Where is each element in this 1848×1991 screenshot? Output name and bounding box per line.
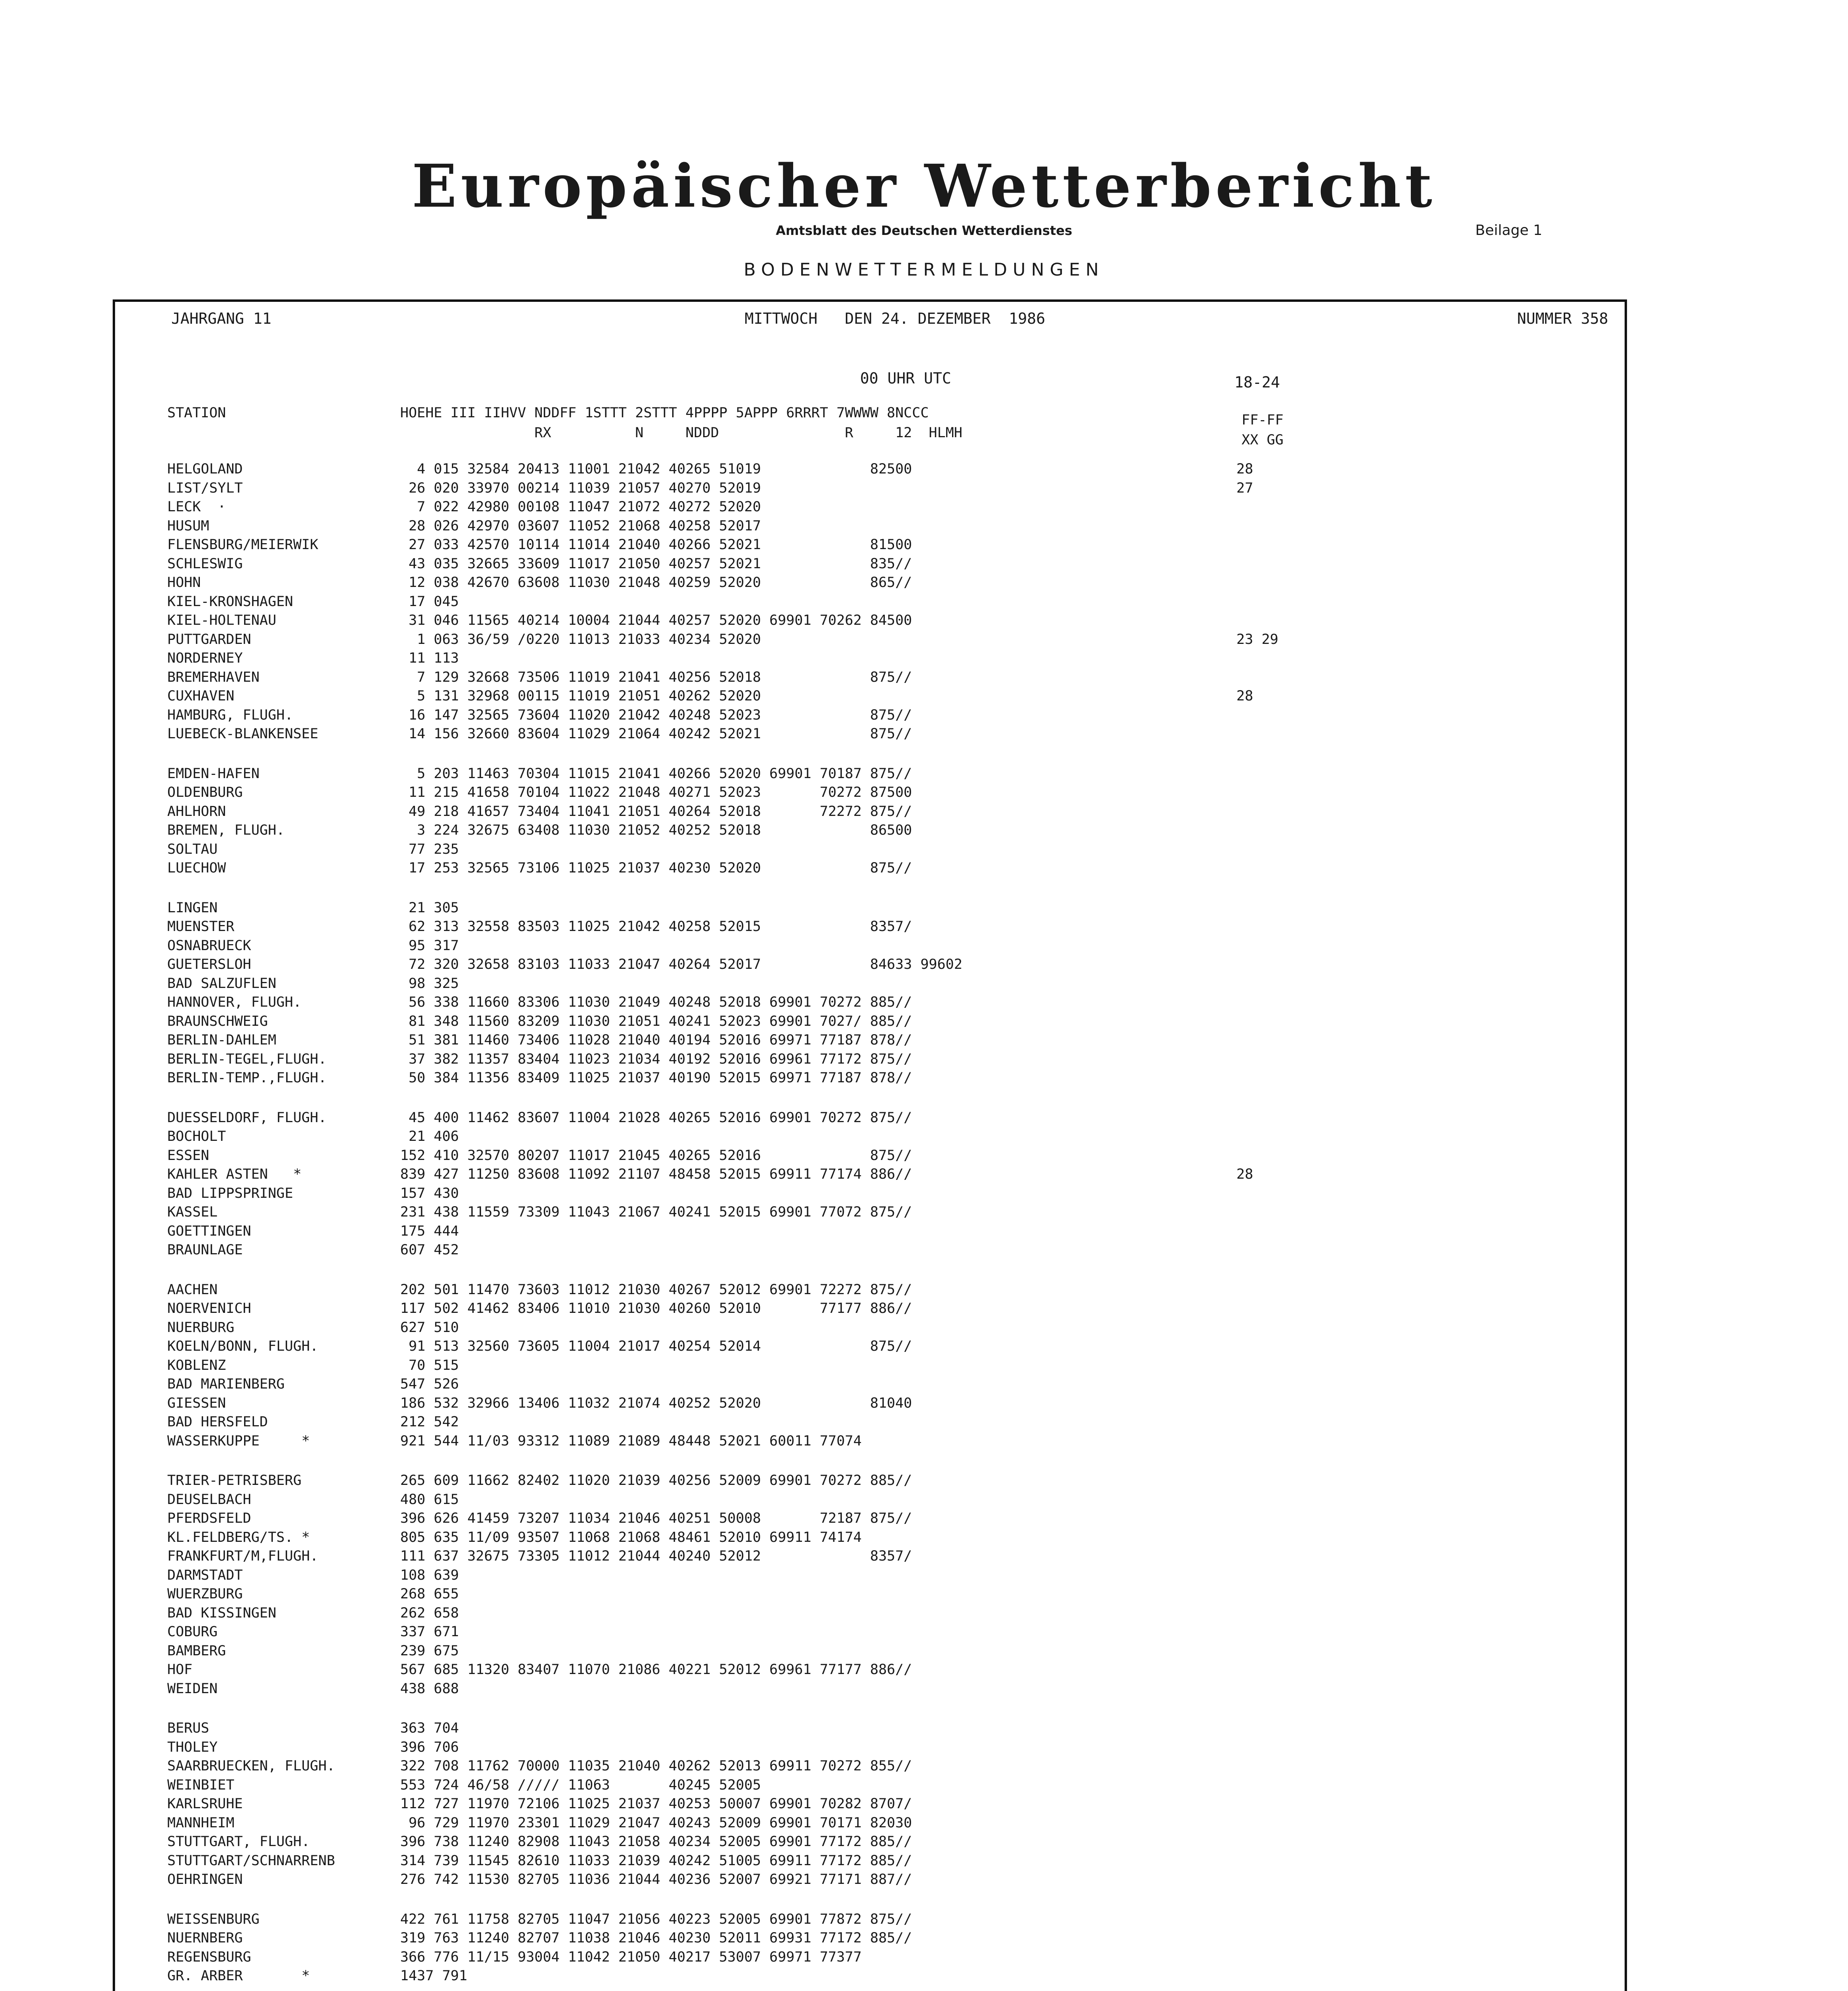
station-report: 96 729 11970 23301 11029 21047 40243 52009 69901 70171 82030 bbox=[400, 1815, 912, 1831]
station-report: 553 724 46/58 ///// 11063 40245 52005 bbox=[400, 1777, 761, 1793]
wind-header-line-2: XX GG bbox=[1242, 432, 1284, 448]
station-name: SOLTAU bbox=[167, 841, 218, 857]
page-title: Europäischer Wetterbericht bbox=[412, 151, 1436, 221]
station-name: HANNOVER, FLUGH. bbox=[167, 994, 302, 1010]
group-spacer bbox=[167, 1986, 1461, 1991]
station-report: 45 400 11462 83607 11004 21028 40265 52016 69901 70272 875// bbox=[400, 1109, 912, 1126]
station-name: BAD KISSINGEN bbox=[167, 1605, 276, 1621]
station-name: FLENSBURG/MEIERWIK bbox=[167, 537, 319, 553]
station-row bbox=[167, 687, 1461, 706]
station-name: EMDEN-HAFEN bbox=[167, 765, 260, 782]
station-report: 108 639 bbox=[400, 1567, 459, 1583]
station-row bbox=[167, 1528, 1461, 1547]
station-name: ESSEN bbox=[167, 1147, 209, 1164]
station-name: HOF bbox=[167, 1662, 193, 1678]
station-row bbox=[167, 517, 1461, 536]
station-row bbox=[167, 1910, 1461, 1929]
group-spacer bbox=[167, 1698, 1461, 1719]
station-report: 319 763 11240 82707 11038 21046 40230 52011 69931 77172 885// bbox=[400, 1930, 912, 1946]
station-report: 212 542 bbox=[400, 1414, 459, 1430]
station-name: HUSUM bbox=[167, 518, 209, 534]
station-name: LIST/SYLT bbox=[167, 480, 243, 496]
station-name: LUEBECK-BLANKENSEE bbox=[167, 726, 319, 742]
station-report: 363 704 bbox=[400, 1720, 459, 1736]
station-report: 314 739 11545 82610 11033 21039 40242 51005 69911 77172 885// bbox=[400, 1852, 912, 1869]
station-report: 14 156 32660 83604 11029 21064 40242 52021 875// bbox=[400, 726, 912, 742]
station-row bbox=[167, 536, 1461, 555]
station-row bbox=[167, 1757, 1461, 1776]
group-spacer bbox=[167, 878, 1461, 899]
station-report: 98 325 bbox=[400, 975, 459, 992]
station-report: 4 015 32584 20413 11001 21042 40265 51019 82500 bbox=[400, 461, 912, 477]
station-report: 77 235 bbox=[400, 841, 459, 857]
station-row bbox=[167, 668, 1461, 687]
station-row bbox=[167, 1375, 1461, 1394]
station-name: KIEL-KRONSHAGEN bbox=[167, 593, 293, 610]
station-report: 16 147 32565 73604 11020 21042 40248 52023 875// bbox=[400, 707, 912, 723]
station-report: 547 526 bbox=[400, 1376, 459, 1392]
group-spacer bbox=[167, 1088, 1461, 1109]
station-row bbox=[167, 1337, 1461, 1356]
column-header-line-2: RX N NDDD R 12 HLMH bbox=[400, 425, 962, 441]
station-name: HAMBURG, FLUGH. bbox=[167, 707, 293, 723]
section-title: BODENWETTERMELDUNGEN bbox=[743, 260, 1105, 280]
station-report: 921 544 11/03 93312 11089 21089 48448 52021 60011 77074 bbox=[400, 1433, 862, 1449]
station-name: MANNHEIM bbox=[167, 1815, 235, 1831]
station-name: NUERNBERG bbox=[167, 1930, 243, 1946]
station-name: WASSERKUPPE * bbox=[167, 1433, 310, 1449]
station-name: KASSEL bbox=[167, 1204, 218, 1220]
station-name: WUERZBURG bbox=[167, 1586, 243, 1602]
station-name: KL.FELDBERG/TS. * bbox=[167, 1529, 310, 1545]
station-name: KARLSRUHE bbox=[167, 1796, 243, 1812]
observation-time: 00 UHR UTC bbox=[860, 370, 951, 387]
station-row bbox=[167, 1471, 1461, 1490]
station-report: 322 708 11762 70000 11035 21040 40262 52013 69911 70272 855// bbox=[400, 1758, 912, 1774]
station-row bbox=[167, 1222, 1461, 1241]
station-report: 231 438 11559 73309 11043 21067 40241 52015 69901 77072 875// bbox=[400, 1204, 912, 1220]
station-name: BERLIN-TEMP.,FLUGH. bbox=[167, 1070, 327, 1086]
station-report: 7 022 42980 00108 11047 21072 40272 52020 bbox=[400, 499, 761, 515]
station-row bbox=[167, 1184, 1461, 1203]
station-row bbox=[167, 1012, 1461, 1031]
station-row bbox=[167, 955, 1461, 974]
station-row bbox=[167, 802, 1461, 821]
station-report: 12 038 42670 63608 11030 21048 40259 52020 865// bbox=[400, 575, 912, 591]
group-spacer bbox=[167, 1451, 1461, 1471]
station-row bbox=[167, 555, 1461, 574]
station-name: KOELN/BONN, FLUGH. bbox=[167, 1338, 319, 1354]
station-row bbox=[167, 1623, 1461, 1642]
station-row bbox=[167, 630, 1461, 649]
station-name: NOERVENICH bbox=[167, 1301, 251, 1316]
station-report: 26 020 33970 00214 11039 21057 40270 52019 bbox=[400, 480, 761, 496]
station-row bbox=[167, 1719, 1461, 1738]
station-name: GIESSEN bbox=[167, 1395, 226, 1411]
station-report: 396 626 41459 73207 11034 21046 40251 50008 72187 875// bbox=[400, 1510, 912, 1526]
station-name: BREMERHAVEN bbox=[167, 669, 260, 685]
station-report: 839 427 11250 83608 11092 21107 48458 52015 69911 77174 886// bbox=[400, 1166, 912, 1182]
station-row bbox=[167, 1318, 1461, 1338]
wind-extra: 27 bbox=[1236, 480, 1254, 496]
station-header: STATION bbox=[167, 405, 226, 421]
column-header-line-1: HOEHE III IIHVV NDDFF 1STTT 2STTT 4PPPP 5APPP 6RRRT 7WWWW 8NCCC bbox=[400, 405, 929, 421]
station-row bbox=[167, 1127, 1461, 1146]
group-spacer bbox=[167, 1889, 1461, 1910]
station-name: OLDENBURG bbox=[167, 784, 243, 800]
station-row bbox=[167, 1967, 1461, 1986]
station-name: OSNABRUECK bbox=[167, 937, 251, 954]
station-row bbox=[167, 1566, 1461, 1585]
station-report: 11 215 41658 70104 11022 21048 40271 52023 70272 87500 bbox=[400, 784, 912, 800]
station-report: 265 609 11662 82402 11020 21039 40256 52009 69901 70272 885// bbox=[400, 1473, 912, 1488]
station-name: PFERDSFELD bbox=[167, 1510, 251, 1526]
station-name: NORDERNEY bbox=[167, 650, 243, 666]
station-name: OEHRINGEN bbox=[167, 1872, 243, 1887]
issue-number: NUMMER 358 bbox=[1517, 310, 1608, 327]
station-report: 91 513 32560 73605 11004 21017 40254 52014 875// bbox=[400, 1338, 912, 1354]
station-report: 1437 791 bbox=[400, 1968, 467, 1984]
wind-extra: 28 bbox=[1236, 1166, 1254, 1182]
station-row bbox=[167, 725, 1461, 744]
station-report: 5 131 32968 00115 11019 21051 40262 52020 bbox=[400, 688, 761, 704]
group-spacer bbox=[167, 744, 1461, 765]
station-row bbox=[167, 1833, 1461, 1852]
station-report: 268 655 bbox=[400, 1586, 459, 1602]
station-name: AACHEN bbox=[167, 1281, 218, 1298]
station-row bbox=[167, 498, 1461, 517]
station-name: KIEL-HOLTENAU bbox=[167, 612, 276, 628]
station-row bbox=[167, 1585, 1461, 1604]
station-report: 50 384 11356 83409 11025 21037 40190 52015 69971 77187 878// bbox=[400, 1070, 912, 1086]
station-name: BERLIN-DAHLEM bbox=[167, 1032, 276, 1048]
station-name: BAD SALZUFLEN bbox=[167, 975, 276, 992]
station-row bbox=[167, 859, 1461, 878]
station-row bbox=[167, 974, 1461, 994]
station-name: DEUSELBACH bbox=[167, 1491, 251, 1508]
station-name: LUECHOW bbox=[167, 860, 226, 876]
station-row bbox=[167, 1281, 1461, 1300]
station-row bbox=[167, 1031, 1461, 1050]
station-name: GR. ARBER * bbox=[167, 1968, 310, 1984]
station-row bbox=[167, 937, 1461, 956]
station-report: 186 532 32966 13406 11032 21074 40252 52020 81040 bbox=[400, 1395, 912, 1411]
station-report: 239 675 bbox=[400, 1643, 459, 1659]
station-report: 37 382 11357 83404 11023 21034 40192 52016 69961 77172 875// bbox=[400, 1051, 912, 1067]
station-report: 480 615 bbox=[400, 1491, 459, 1508]
station-row bbox=[167, 1814, 1461, 1833]
station-table bbox=[167, 460, 1461, 1991]
station-name: HELGOLAND bbox=[167, 461, 243, 477]
station-report: 627 510 bbox=[400, 1319, 459, 1336]
station-row bbox=[167, 706, 1461, 725]
station-row bbox=[167, 1069, 1461, 1088]
station-name: TRIER-PETRISBERG bbox=[167, 1473, 302, 1488]
station-report: 396 738 11240 82908 11043 21058 40234 52005 69901 77172 885// bbox=[400, 1834, 912, 1850]
station-name: GOETTINGEN bbox=[167, 1223, 251, 1239]
station-name: KOBLENZ bbox=[167, 1357, 226, 1373]
station-name: HOHN bbox=[167, 575, 201, 591]
station-row bbox=[167, 573, 1461, 593]
station-row bbox=[167, 1948, 1461, 1967]
station-report: 51 381 11460 73406 11028 21040 40194 52016 69971 77187 878// bbox=[400, 1032, 912, 1048]
station-row bbox=[167, 783, 1461, 802]
station-report: 3 224 32675 63408 11030 21052 40252 52018 86500 bbox=[400, 822, 912, 838]
station-name: DARMSTADT bbox=[167, 1567, 243, 1583]
station-row bbox=[167, 840, 1461, 859]
station-report: 1 063 36/59 /0220 11013 21033 40234 52020 bbox=[400, 631, 761, 647]
station-report: 202 501 11470 73603 11012 21030 40267 52012 69901 72272 875// bbox=[400, 1281, 912, 1298]
station-row bbox=[167, 1165, 1461, 1184]
station-report: 276 742 11530 82705 11036 21044 40236 52007 69921 77171 887// bbox=[400, 1872, 912, 1887]
station-report: 422 761 11758 82705 11047 21056 40223 52005 69901 77872 875// bbox=[400, 1911, 912, 1927]
station-name: BERUS bbox=[167, 1720, 209, 1736]
station-report: 157 430 bbox=[400, 1185, 459, 1201]
station-row bbox=[167, 611, 1461, 630]
station-report: 17 045 bbox=[400, 593, 459, 610]
station-row bbox=[167, 1642, 1461, 1661]
station-name: PUTTGARDEN bbox=[167, 631, 251, 647]
station-row bbox=[167, 1660, 1461, 1680]
station-row bbox=[167, 1509, 1461, 1528]
station-name: REGENSBURG bbox=[167, 1949, 251, 1965]
station-row bbox=[167, 1852, 1461, 1871]
station-name: LECK · bbox=[167, 499, 226, 515]
column-headers bbox=[400, 403, 962, 443]
station-row bbox=[167, 649, 1461, 668]
station-name: FRANKFURT/M,FLUGH. bbox=[167, 1548, 319, 1564]
station-name: DUESSELDORF, FLUGH. bbox=[167, 1109, 327, 1126]
station-row bbox=[167, 1356, 1461, 1375]
station-name: CUXHAVEN bbox=[167, 688, 235, 704]
station-name: KAHLER ASTEN * bbox=[167, 1166, 302, 1182]
station-name: STUTTGART/SCHNARRENB bbox=[167, 1852, 335, 1869]
station-row bbox=[167, 1241, 1461, 1260]
station-row bbox=[167, 460, 1461, 479]
station-row bbox=[167, 1146, 1461, 1166]
station-row bbox=[167, 917, 1461, 937]
station-report: 607 452 bbox=[400, 1242, 459, 1258]
station-row bbox=[167, 1109, 1461, 1128]
station-report: 175 444 bbox=[400, 1223, 459, 1239]
station-row bbox=[167, 821, 1461, 840]
station-report: 49 218 41657 73404 11041 21051 40264 52018 72272 875// bbox=[400, 803, 912, 819]
wind-headers bbox=[1242, 410, 1283, 450]
station-row bbox=[167, 1604, 1461, 1623]
station-report: 112 727 11970 72106 11025 21037 40253 50007 69901 70282 8707/ bbox=[400, 1796, 912, 1812]
station-name: WEISSENBURG bbox=[167, 1911, 260, 1927]
station-row bbox=[167, 1432, 1461, 1451]
issue-date: MITTWOCH DEN 24. DEZEMBER 1986 bbox=[745, 310, 1045, 327]
issue-volume: JAHRGANG 11 bbox=[171, 310, 272, 327]
station-row bbox=[167, 1203, 1461, 1222]
station-name: BAD HERSFELD bbox=[167, 1414, 268, 1430]
station-name: SCHLESWIG bbox=[167, 555, 243, 572]
station-report: 31 046 11565 40214 10004 21044 40257 52020 69901 70262 84500 bbox=[400, 612, 912, 628]
station-report: 56 338 11660 83306 11030 21049 40248 52018 69901 70272 885// bbox=[400, 994, 912, 1010]
station-row bbox=[167, 1776, 1461, 1795]
station-name: BAD LIPPSPRINGE bbox=[167, 1185, 293, 1201]
wind-extra: 28 bbox=[1236, 461, 1254, 477]
station-name: SAARBRUECKEN, FLUGH. bbox=[167, 1758, 335, 1774]
station-report: 70 515 bbox=[400, 1357, 459, 1373]
wind-extra: 23 29 bbox=[1236, 631, 1279, 647]
publisher-line: Amtsblatt des Deutschen Wetterdienstes bbox=[776, 223, 1072, 238]
wind-extra: 28 bbox=[1236, 688, 1254, 704]
station-report: 72 320 32658 83103 11033 21047 40264 52017 84633 99602 bbox=[400, 956, 962, 972]
station-name: COBURG bbox=[167, 1624, 218, 1640]
station-row bbox=[167, 765, 1461, 784]
station-report: 262 658 bbox=[400, 1605, 459, 1621]
station-report: 21 406 bbox=[400, 1128, 459, 1144]
station-report: 62 313 32558 83503 11025 21042 40258 52015 8357/ bbox=[400, 919, 912, 935]
station-report: 21 305 bbox=[400, 900, 459, 916]
station-report: 567 685 11320 83407 11070 21086 40221 52012 69961 77177 886// bbox=[400, 1662, 912, 1678]
station-name: NUERBURG bbox=[167, 1319, 235, 1336]
station-name: BERLIN-TEGEL,FLUGH. bbox=[167, 1051, 327, 1067]
station-row bbox=[167, 479, 1461, 498]
station-report: 5 203 11463 70304 11015 21041 40266 52020 69901 70187 875// bbox=[400, 765, 912, 782]
station-row bbox=[167, 1394, 1461, 1413]
supplement-label: Beilage 1 bbox=[1475, 222, 1543, 239]
station-row bbox=[167, 1299, 1461, 1318]
station-report: 95 317 bbox=[400, 937, 459, 954]
group-spacer bbox=[167, 1260, 1461, 1281]
station-report: 438 688 bbox=[400, 1680, 459, 1697]
station-name: LINGEN bbox=[167, 900, 218, 916]
station-report: 28 026 42970 03607 11052 21068 40258 52017 bbox=[400, 518, 761, 534]
station-report: 27 033 42570 10114 11014 21040 40266 52021 81500 bbox=[400, 537, 912, 553]
station-name: BRAUNLAGE bbox=[167, 1242, 243, 1258]
station-name: MUENSTER bbox=[167, 919, 235, 935]
station-name: AHLHORN bbox=[167, 803, 226, 819]
station-report: 805 635 11/09 93507 11068 21068 48461 52010 69911 74174 bbox=[400, 1529, 862, 1545]
station-row bbox=[167, 993, 1461, 1012]
station-name: BREMEN, FLUGH. bbox=[167, 822, 285, 838]
station-report: 117 502 41462 83406 11010 21030 40260 52010 77177 886// bbox=[400, 1301, 912, 1316]
station-name: WEINBIET bbox=[167, 1777, 235, 1793]
station-report: 337 671 bbox=[400, 1624, 459, 1640]
station-report: 111 637 32675 73305 11012 21044 40240 52012 8357/ bbox=[400, 1548, 912, 1564]
station-report: 81 348 11560 83209 11030 21051 40241 52023 69901 7027/ 885// bbox=[400, 1013, 912, 1029]
station-report: 152 410 32570 80207 11017 21045 40265 52016 875// bbox=[400, 1147, 912, 1164]
station-row bbox=[167, 1738, 1461, 1757]
station-row bbox=[167, 1795, 1461, 1814]
station-row bbox=[167, 1870, 1461, 1889]
station-name: BOCHOLT bbox=[167, 1128, 226, 1144]
station-name: STUTTGART, FLUGH. bbox=[167, 1834, 310, 1850]
station-report: 17 253 32565 73106 11025 21037 40230 52020 875// bbox=[400, 860, 912, 876]
station-row bbox=[167, 1547, 1461, 1566]
station-report: 7 129 32668 73506 11019 21041 40256 52018 875// bbox=[400, 669, 912, 685]
station-name: WEIDEN bbox=[167, 1680, 218, 1697]
station-report: 396 706 bbox=[400, 1739, 459, 1755]
station-row bbox=[167, 593, 1461, 612]
station-row bbox=[167, 1929, 1461, 1948]
station-name: GUETERSLOH bbox=[167, 956, 251, 972]
station-name: BRAUNSCHWEIG bbox=[167, 1013, 268, 1029]
station-report: 366 776 11/15 93004 11042 21050 40217 53007 69971 77377 bbox=[400, 1949, 862, 1965]
station-row bbox=[167, 1680, 1461, 1699]
station-row bbox=[167, 1413, 1461, 1432]
wind-header-line-1: FF-FF bbox=[1242, 412, 1284, 428]
station-report: 43 035 32665 33609 11017 21050 40257 52021 835// bbox=[400, 555, 912, 572]
station-row bbox=[167, 1490, 1461, 1510]
station-report: 11 113 bbox=[400, 650, 459, 666]
station-row bbox=[167, 899, 1461, 918]
period-label: 18-24 bbox=[1234, 374, 1280, 391]
station-name: BAMBERG bbox=[167, 1643, 226, 1659]
station-name: THOLEY bbox=[167, 1739, 218, 1755]
station-name: BAD MARIENBERG bbox=[167, 1376, 285, 1392]
station-row bbox=[167, 1050, 1461, 1069]
